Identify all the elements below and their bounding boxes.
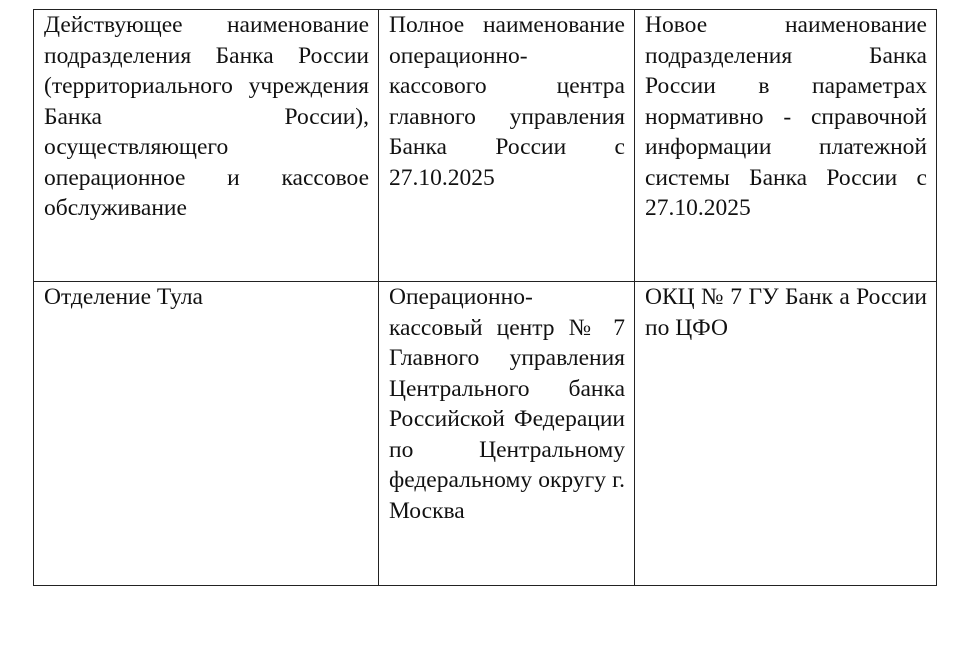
department-rename-table (33, 9, 937, 586)
cell-new-name-text: ОКЦ № 7 ГУ Банк а России по ЦФО (645, 284, 927, 341)
cell-full-name (379, 282, 635, 586)
header-new-name-text: Новое наименование подразделения Банка России в параметрах нормативно - справочной информации платежной системы Банка России с 27.10.2025 (645, 12, 927, 221)
table-header-row (34, 10, 937, 282)
header-new-name (635, 10, 937, 282)
header-full-name (379, 10, 635, 282)
cell-current-name-text: Отделение Тула (44, 284, 203, 310)
header-current-name-text: Действующее наименование подразделения Банка России (территориального учреждения Банка России), осуществляющего операционное и кассовое обслуживание (44, 12, 369, 221)
cell-current-name (34, 282, 379, 586)
header-current-name (34, 10, 379, 282)
cell-new-name (635, 282, 937, 586)
cell-full-name-text: Операционно-кассовый центр № 7 Главного управления Центрального банка Российской Федерации по Центральному федеральному округу г. Москва (389, 284, 625, 524)
table-row (34, 282, 937, 586)
header-full-name-text: Полное наименование операционно-кассового центра главного управления Банка России с 27.10.2025 (389, 12, 625, 191)
